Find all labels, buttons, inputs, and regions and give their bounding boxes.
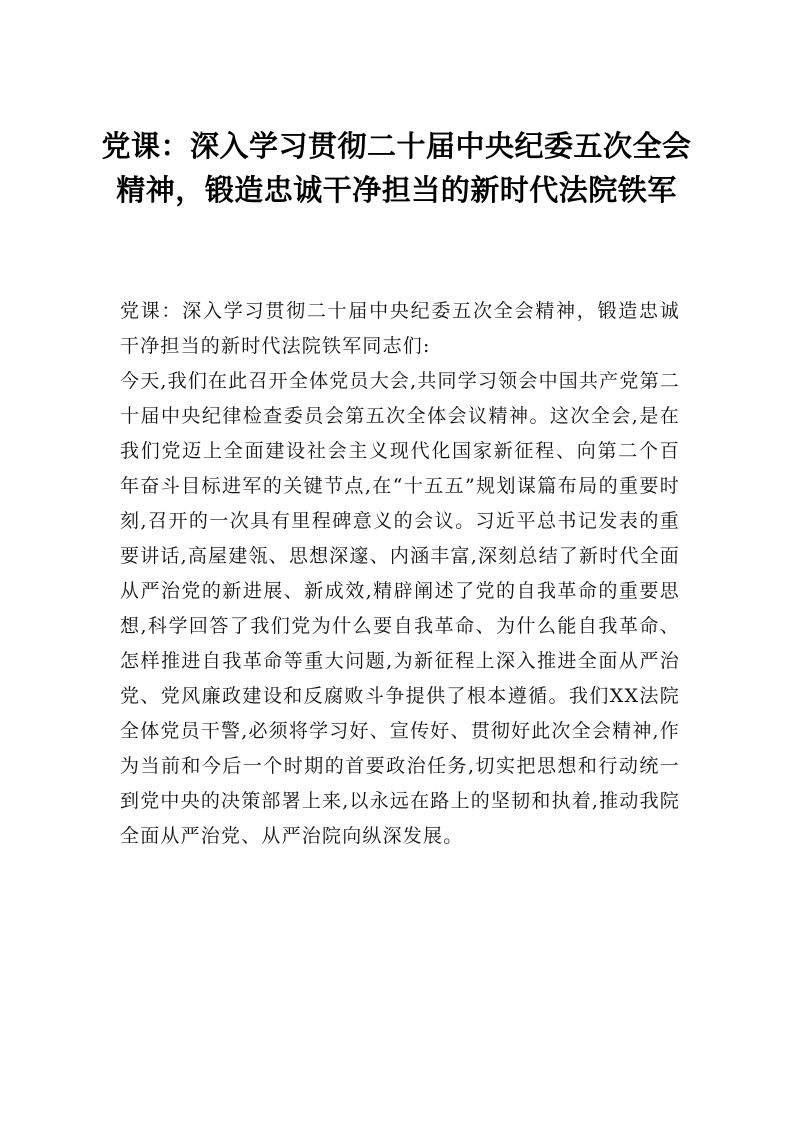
body-paragraph-main: 今天,我们在此召开全体党员大会,共同学习领会中国共产党第二十届中央纪律检查委员会第五次全体会议精神。这次全会,是在我们党迈上全面建设社会主义现代化国家新征程、向第二个百年奋斗目标进军的关键节点,在“十五五”规划谋篇布局的重要时刻,召开的一次具有里程碑意义的会议。习近平总书记发表的重要讲话,高屋建瓴、思想深邃、内涵丰富,深刻总结了新时代全面从严治党的新进展、新成效,精辟阐述了党的自我革命的重要思想,科学回答了我们党为什么要自我革命、为什么能自我革命、怎样推进自我革命等重大问题,为新征程上深入推进全面从严治党、党风廉政建设和反腐败斗争提供了根本遵循。我们XX法院全体党员干警,必须将学习好、宣传好、贯彻好此次全会精神,作为当前和今后一个时期的首要政治任务,切实把思想和行动统一到党中央的决策部署上来,以永远在路上的坚韧和执着,推动我院全面从严治党、从严治院向纵深发展。	[120, 370, 680, 847]
document-body	[120, 294, 680, 854]
document-title: 党课：深入学习贯彻二十届中央纪委五次全会精神，锻造忠诚干净担当的新时代法院铁军	[101, 129, 692, 207]
body-paragraph-opening: 党课：深入学习贯彻二十届中央纪委五次全会精神，锻造忠诚干净担当的新时代法院铁军同志们:	[120, 300, 680, 357]
